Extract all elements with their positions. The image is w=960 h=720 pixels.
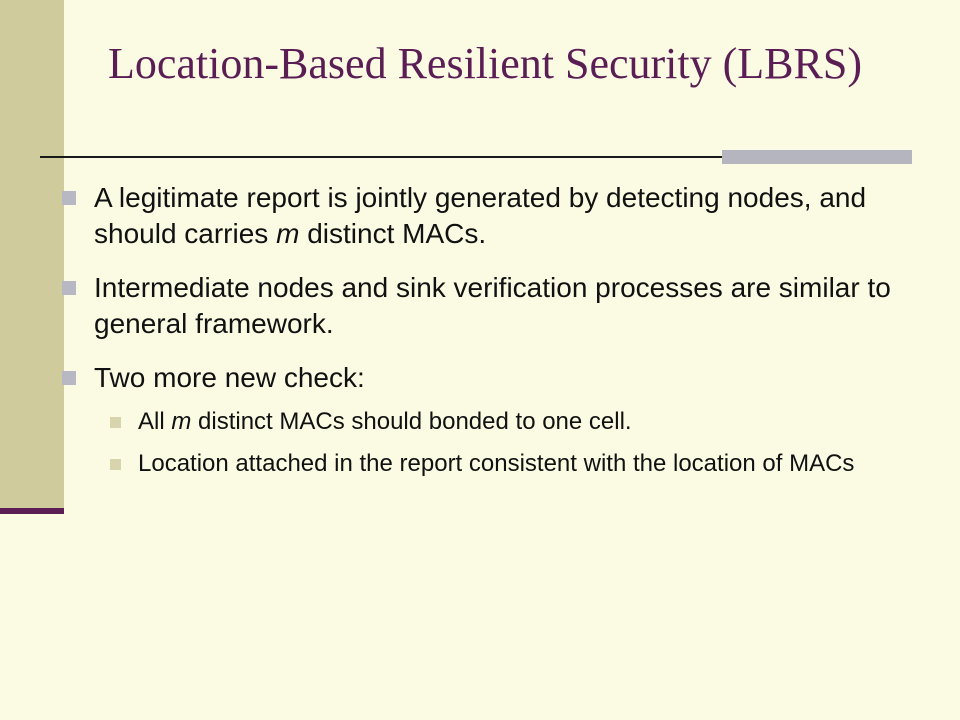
sub-bullet-text: Location attached in the report consistent with the location of MACs [138,450,855,477]
bullet-text: Intermediate nodes and sink verification processes are similar to general framework. [94,272,891,339]
sub-bullet-item [94,406,916,438]
square-bullet-icon [62,191,76,205]
sub-bullet-list [94,406,916,480]
left-bar-accent-line [0,508,64,514]
title-underline-accent [722,150,912,164]
square-sub-bullet-icon [110,459,121,470]
square-sub-bullet-icon [110,417,121,428]
square-bullet-icon [62,281,76,295]
bullet-text: A legitimate report is jointly generated by detecting nodes, and should carries m distinct MACs. [94,182,867,249]
bullet-item [56,360,916,480]
bullet-item [56,270,916,342]
slide-title: Location-Based Resilient Security (LBRS) [108,39,862,88]
square-bullet-icon [62,371,76,385]
bullet-list [56,180,916,498]
left-decorative-bar [0,0,64,512]
sub-bullet-item [94,448,916,480]
bullet-item [56,180,916,252]
bullet-text: Two more new check: [94,362,365,393]
sub-bullet-text: All m distinct MACs should bonded to one cell. [138,408,632,435]
